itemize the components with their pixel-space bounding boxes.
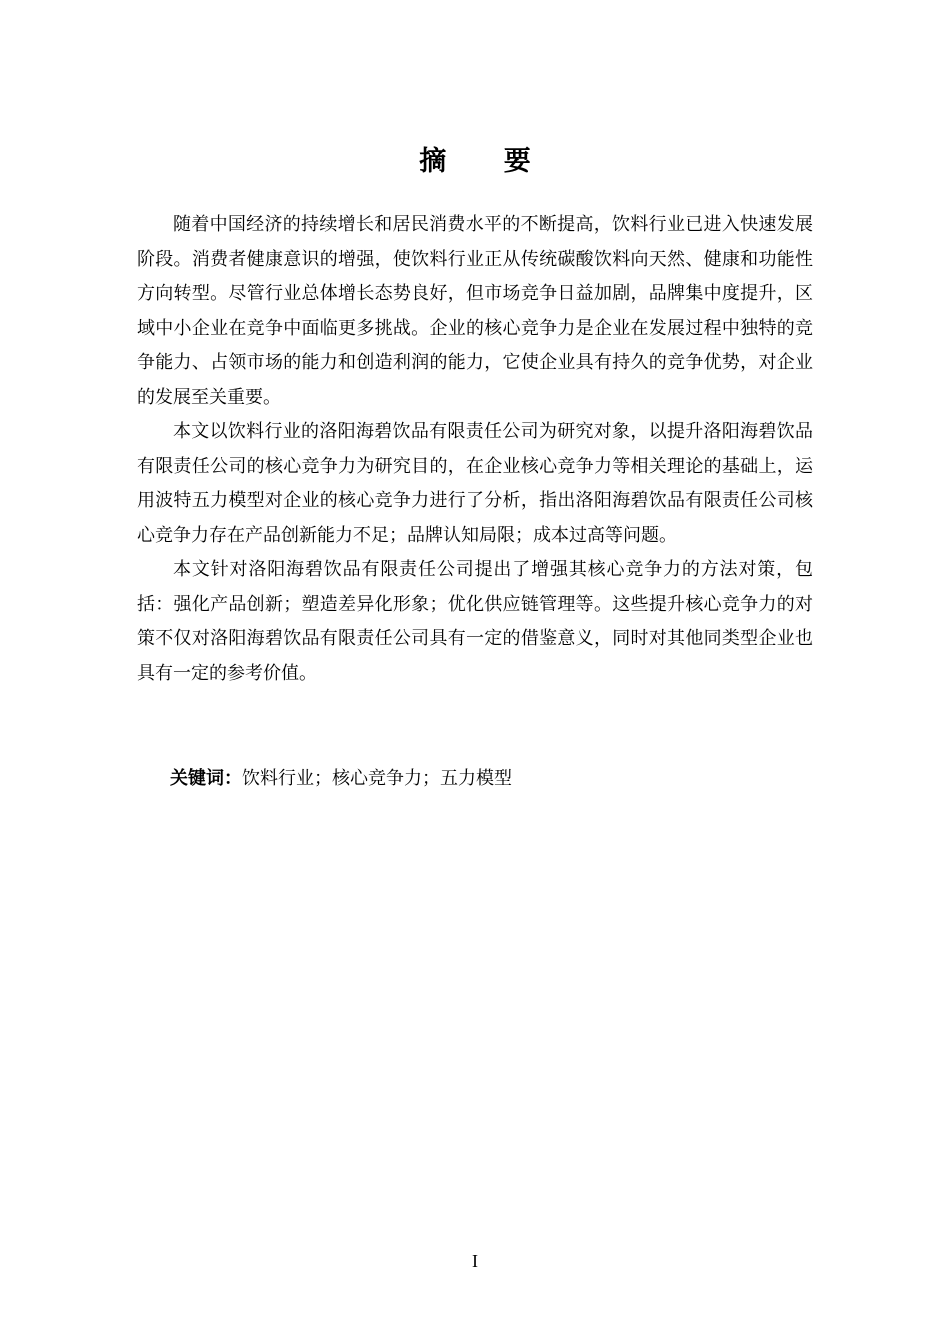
- abstract-body: [137, 208, 813, 691]
- abstract-paragraph-2: 本文以饮料行业的洛阳海碧饮品有限责任公司为研究对象，以提升洛阳海碧饮品有限责任公司的核心竞争力为研究目的，在企业核心竞争力等相关理论的基础上，运用波特五力模型对企业的核心竞争力进行了分析，指出洛阳海碧饮品有限责任公司核心竞争力存在产品创新能力不足；品牌认知局限；成本过高等问题。: [137, 421, 813, 546]
- keywords-label: 关键词：: [170, 768, 242, 789]
- abstract-paragraph-3: 本文针对洛阳海碧饮品有限责任公司提出了增强其核心竞争力的方法对策，包括：强化产品创新；塑造差异化形象；优化供应链管理等。这些提升核心竞争力的对策不仅对洛阳海碧饮品有限责任公司具有一定的借鉴意义，同时对其他同类型企业也具有一定的参考价值。: [137, 559, 813, 684]
- abstract-paragraph-1: 随着中国经济的持续增长和居民消费水平的不断提高，饮料行业已进入快速发展阶段。消费者健康意识的增强，使饮料行业正从传统碳酸饮料向天然、健康和功能性方向转型。尽管行业总体增长态势良好，但市场竞争日益加剧，品牌集中度提升，区域中小企业在竞争中面临更多挑战。企业的核心竞争力是企业在发展过程中独特的竞争能力、占领市场的能力和创造利润的能力，它使企业具有持久的竞争优势，对企业的发展至关重要。: [137, 214, 813, 408]
- keywords-line: [170, 764, 810, 794]
- keywords-value: 饮料行业；核心竞争力；五力模型: [242, 768, 512, 789]
- page-title: 摘 要: [419, 146, 555, 177]
- page-number: I: [472, 1251, 478, 1271]
